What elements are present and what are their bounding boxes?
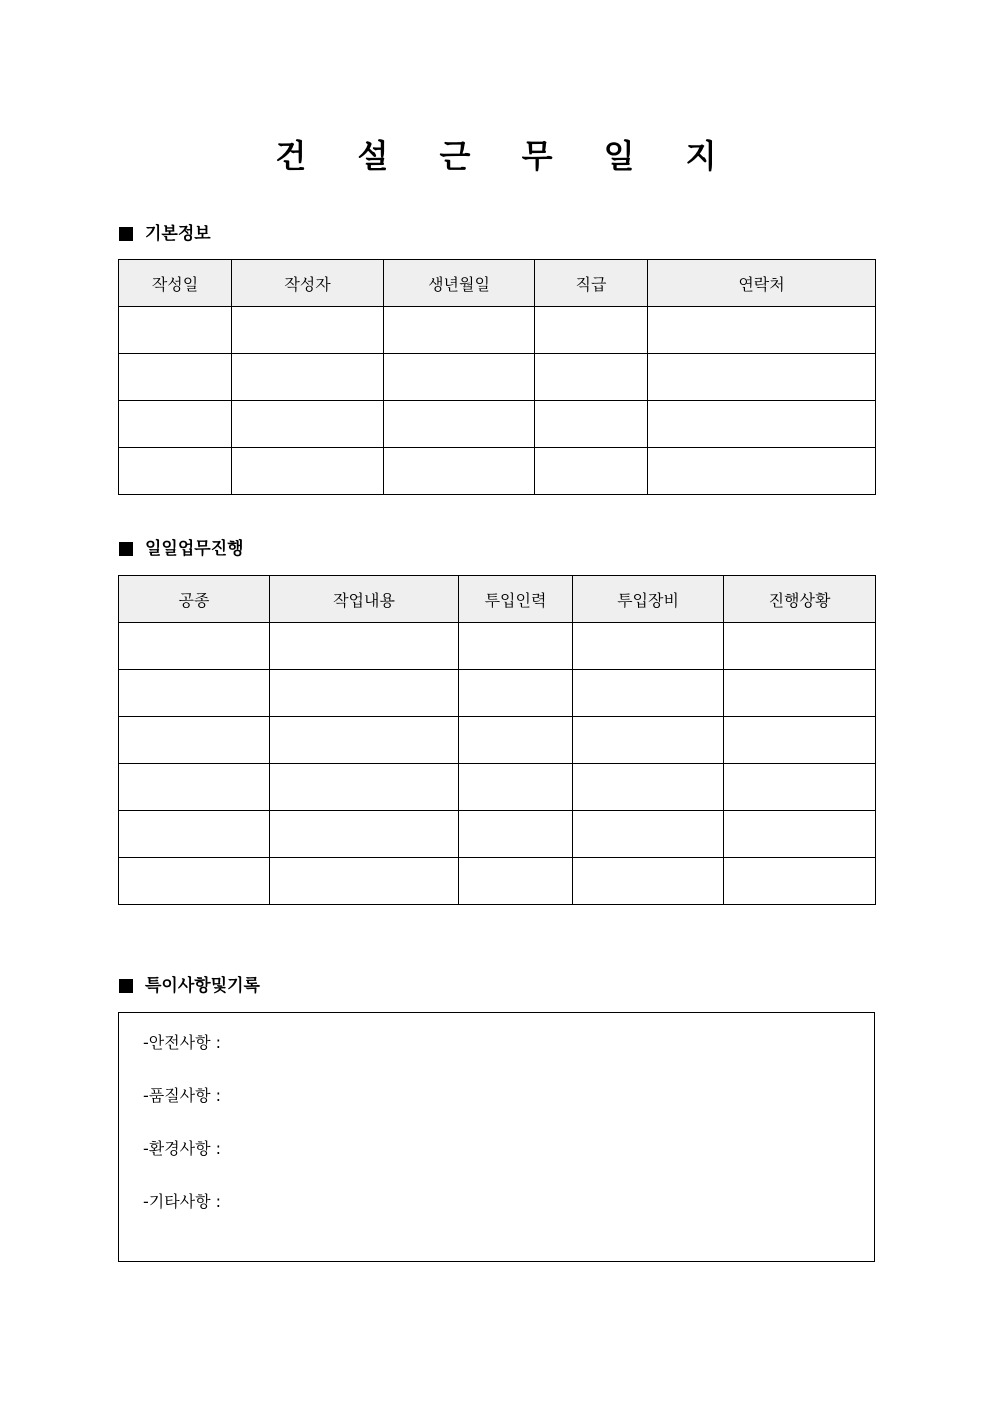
- table-cell[interactable]: [648, 307, 876, 354]
- table-cell[interactable]: [459, 858, 573, 905]
- table-row: [119, 811, 876, 858]
- table-cell[interactable]: [119, 670, 270, 717]
- column-header-birthdate: 생년월일: [384, 260, 535, 307]
- column-header-position: 직급: [535, 260, 648, 307]
- daily-work-table: [118, 575, 876, 905]
- table-cell[interactable]: [573, 670, 724, 717]
- section-heading-label: 기본정보: [145, 224, 211, 244]
- table-cell[interactable]: [459, 764, 573, 811]
- column-header-date: 작성일: [119, 260, 232, 307]
- table-cell[interactable]: [648, 354, 876, 401]
- table-cell[interactable]: [232, 354, 384, 401]
- table-row: [119, 717, 876, 764]
- table-cell[interactable]: [232, 401, 384, 448]
- column-header-author: 작성자: [232, 260, 384, 307]
- table-cell[interactable]: [459, 670, 573, 717]
- table-cell[interactable]: [724, 717, 876, 764]
- note-environment: -환경사항 :: [143, 1139, 222, 1158]
- table-cell[interactable]: [648, 401, 876, 448]
- column-header-work-content: 작업내용: [270, 576, 459, 623]
- table-cell[interactable]: [232, 448, 384, 495]
- table-cell[interactable]: [573, 764, 724, 811]
- table-cell[interactable]: [119, 354, 232, 401]
- table-cell[interactable]: [119, 858, 270, 905]
- table-cell[interactable]: [119, 764, 270, 811]
- table-row: [119, 448, 876, 495]
- column-header-manpower: 투입인력: [459, 576, 573, 623]
- table-cell[interactable]: [459, 811, 573, 858]
- table-cell[interactable]: [119, 811, 270, 858]
- table-cell[interactable]: [573, 717, 724, 764]
- note-quality: -품질사항 :: [143, 1086, 222, 1105]
- column-header-progress: 진행상황: [724, 576, 876, 623]
- column-header-equipment: 투입장비: [573, 576, 724, 623]
- table-row: [119, 401, 876, 448]
- section-heading-basic-info: [119, 222, 211, 246]
- basic-info-table: [118, 259, 876, 495]
- table-row: [119, 354, 876, 401]
- black-square-icon: [119, 542, 133, 556]
- table-row: [119, 858, 876, 905]
- table-cell[interactable]: [270, 764, 459, 811]
- table-cell[interactable]: [384, 307, 535, 354]
- notes-box[interactable]: [118, 1012, 875, 1262]
- table-cell[interactable]: [724, 858, 876, 905]
- table-cell[interactable]: [270, 623, 459, 670]
- section-heading-daily-work: [119, 537, 244, 561]
- table-header-row: [119, 576, 876, 623]
- section-heading-notes: [119, 974, 260, 998]
- table-cell[interactable]: [573, 858, 724, 905]
- section-heading-label: 특이사항및기록: [145, 976, 260, 996]
- table-cell[interactable]: [459, 623, 573, 670]
- table-header-row: [119, 260, 876, 307]
- table-cell[interactable]: [724, 764, 876, 811]
- note-safety: -안전사항 :: [143, 1033, 222, 1052]
- table-cell[interactable]: [232, 307, 384, 354]
- table-row: [119, 764, 876, 811]
- table-cell[interactable]: [384, 401, 535, 448]
- table-cell[interactable]: [384, 448, 535, 495]
- page-title: 건 설 근 무 일 지: [275, 137, 737, 175]
- table-cell[interactable]: [459, 717, 573, 764]
- table-row: [119, 623, 876, 670]
- table-row: [119, 307, 876, 354]
- table-cell[interactable]: [535, 448, 648, 495]
- table-cell[interactable]: [384, 354, 535, 401]
- table-cell[interactable]: [119, 717, 270, 764]
- table-cell[interactable]: [648, 448, 876, 495]
- black-square-icon: [119, 979, 133, 993]
- table-cell[interactable]: [535, 401, 648, 448]
- table-cell[interactable]: [270, 811, 459, 858]
- column-header-contact: 연락처: [648, 260, 876, 307]
- table-cell[interactable]: [270, 717, 459, 764]
- table-cell[interactable]: [270, 858, 459, 905]
- table-cell[interactable]: [535, 307, 648, 354]
- black-square-icon: [119, 227, 133, 241]
- table-row: [119, 670, 876, 717]
- table-cell[interactable]: [724, 811, 876, 858]
- table-cell[interactable]: [119, 307, 232, 354]
- column-header-work-type: 공종: [119, 576, 270, 623]
- section-heading-label: 일일업무진행: [145, 539, 244, 559]
- note-other: -기타사항 :: [143, 1192, 222, 1211]
- table-cell[interactable]: [119, 401, 232, 448]
- table-cell[interactable]: [724, 670, 876, 717]
- table-cell[interactable]: [119, 448, 232, 495]
- table-cell[interactable]: [573, 811, 724, 858]
- table-cell[interactable]: [270, 670, 459, 717]
- table-cell[interactable]: [724, 623, 876, 670]
- table-cell[interactable]: [573, 623, 724, 670]
- table-cell[interactable]: [535, 354, 648, 401]
- table-cell[interactable]: [119, 623, 270, 670]
